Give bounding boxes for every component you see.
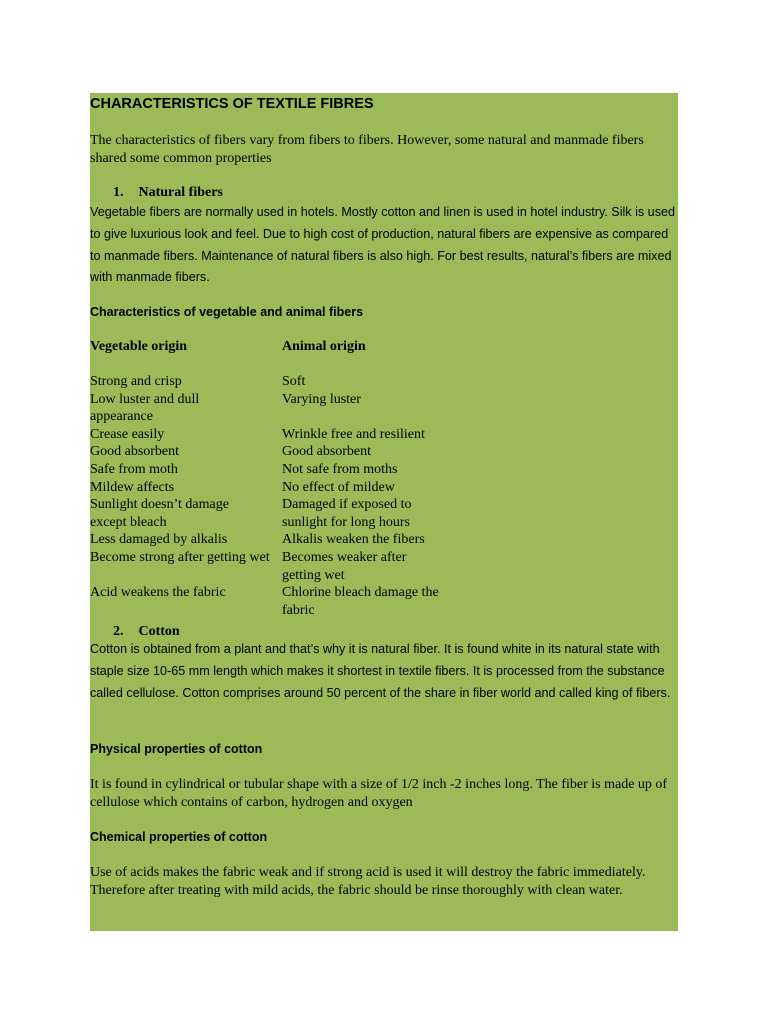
vegetable-cell: Become strong after getting wet <box>90 549 270 565</box>
vegetable-cell: Mildew affects <box>90 479 175 495</box>
natural-fibers-paragraph: Vegetable fibers are normally used in hotels. Mostly cotton and linen is used in hotel industry. Silk is used to give luxurious look and feel. Due to high cost of production, natural fibers are expensive as compared to manmade fibers. Maintenance of natural fibers is also high. For best results, natural’s fibers are mixed with manmade fibers. <box>90 205 675 285</box>
chemical-properties-heading: Chemical properties of cotton <box>90 830 268 844</box>
table-row <box>90 391 490 426</box>
chemical-properties-paragraph: Use of acids makes the fabric weak and if strong acid is used it will destroy the fabric immediately. Therefore after treating with mild acids, the fabric should be rinse thoroughly with clean water. <box>90 865 646 898</box>
section-2-title: Cotton <box>138 624 180 639</box>
table-row <box>90 373 490 391</box>
table-row <box>90 479 490 497</box>
physical-properties-heading: Physical properties of cotton <box>90 742 263 756</box>
animal-cell: Alkalis weaken the fibers <box>282 532 425 548</box>
animal-cell: Good absorbent <box>282 444 372 460</box>
table-row <box>90 426 490 444</box>
animal-cell: Chlorine bleach damage the fabric <box>282 585 439 618</box>
characteristics-heading: Characteristics of vegetable and animal fibers <box>90 305 364 319</box>
animal-cell: Soft <box>282 374 306 389</box>
section-1-heading <box>113 185 223 201</box>
section-2-number: 2. <box>113 624 124 639</box>
animal-cell: Not safe from moths <box>282 461 398 477</box>
vegetable-cell: Less damaged by alkalis <box>90 532 228 548</box>
fiber-comparison-table <box>90 373 490 619</box>
physical-properties-paragraph: It is found in cylindrical or tubular shape with a size of 1/2 inch -2 inches long. The fiber is made up of cellulose which contains of carbon, hydrogen and oxygen <box>90 777 668 810</box>
vegetable-cell: Good absorbent <box>90 444 180 460</box>
intro-paragraph: The characteristics of fibers vary from fibers to fibers. However, some natural and manmade fibers shared some common properties <box>90 133 644 166</box>
animal-cell: Varying luster <box>282 391 361 407</box>
table-row <box>90 584 490 619</box>
vegetable-cell: Acid weakens the fabric <box>90 585 226 601</box>
vegetable-cell: Safe from moth <box>90 461 178 477</box>
table-row <box>90 549 490 584</box>
cotton-paragraph: Cotton is obtained from a plant and that’s why it is natural fiber. It is found white in its natural state with staple size 10-65 mm length which makes it shortest in textile fibers. It is processed from the substance called cellulose. Cotton comprises around 50 percent of the share in fiber world and called king of fibers. <box>90 642 671 700</box>
vegetable-origin-header: Vegetable origin <box>90 339 188 354</box>
animal-cell: Damaged if exposed to sunlight for long hours <box>282 497 412 530</box>
section-1-number: 1. <box>113 185 124 200</box>
section-2-heading <box>113 624 180 640</box>
animal-cell: Wrinkle free and resilient <box>282 426 425 442</box>
table-row <box>90 496 490 531</box>
animal-cell: No effect of mildew <box>282 479 395 495</box>
table-row <box>90 531 490 549</box>
document-title: CHARACTERISTICS OF TEXTILE FIBRES <box>90 96 374 112</box>
vegetable-cell: Crease easily <box>90 426 165 442</box>
animal-cell: Becomes weaker after getting wet <box>282 549 407 583</box>
vegetable-cell: Strong and crisp <box>90 374 182 389</box>
vegetable-cell: Low luster and dull appearance <box>90 391 200 425</box>
table-row <box>90 443 490 461</box>
table-row <box>90 461 490 479</box>
section-1-title: Natural fibers <box>138 185 223 200</box>
vegetable-cell: Sunlight doesn’t damage except bleach <box>90 497 229 530</box>
animal-origin-header: Animal origin <box>282 339 366 354</box>
